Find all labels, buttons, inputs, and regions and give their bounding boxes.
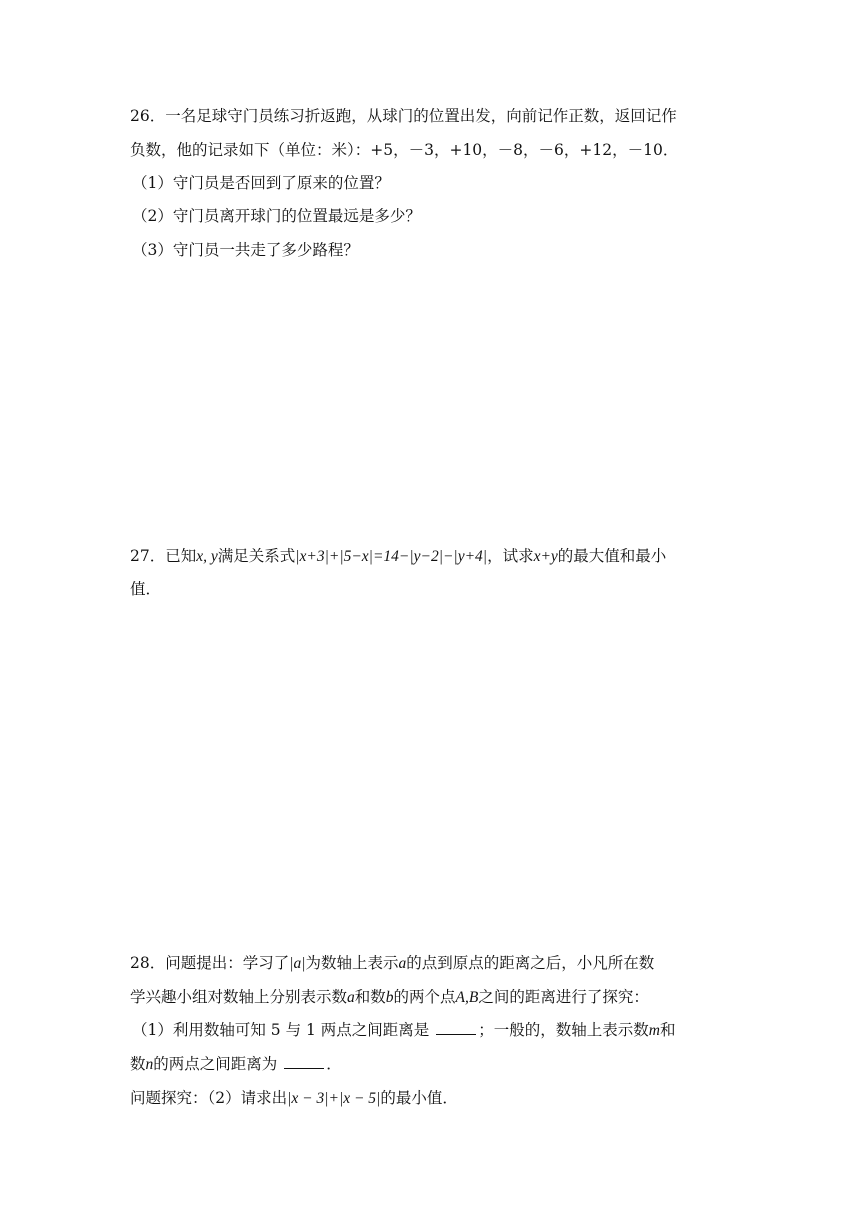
- q28-text: 和数: [354, 988, 386, 1006]
- q28-line-2: [130, 986, 649, 1009]
- q27-line-2: 值．: [130, 580, 162, 598]
- q27-sum: x+y: [533, 548, 558, 565]
- q28-expression: |x − 3|+|x − 5|: [287, 1090, 381, 1107]
- q26-line-1: 26．一名足球守门员练习折返跑，从球门的位置出发，向前记作正数，返回记作: [130, 107, 677, 125]
- q28-line-5: [130, 1087, 458, 1110]
- q28-points-ab: A,B: [455, 989, 479, 1006]
- q28-text: 和: [659, 1021, 676, 1039]
- q27-text-4: 的最大值和最小: [557, 547, 667, 565]
- q27-equation: |x+3|+|5−x|=14−|y−2|−|y+4|: [295, 548, 488, 565]
- q28-var-a: a: [347, 989, 355, 1006]
- q28-text: 的两点之间距离为: [153, 1055, 283, 1073]
- q28-var-m: m: [648, 1022, 660, 1039]
- answer-blank-1[interactable]: [436, 1020, 476, 1035]
- q27-line-1: [130, 545, 666, 568]
- q28-text: 为数轴上表示: [305, 954, 399, 972]
- q28-text: ；一般的，数轴上表示数: [478, 1021, 649, 1039]
- q26-line-2: 负数，他的记录如下（单位：米）：+5，－3，+10，－8，－6，+12，－10．: [130, 141, 679, 159]
- q27-text-3: ，试求: [487, 547, 534, 565]
- q28-line-4: [130, 1053, 342, 1076]
- q28-line-1: [130, 952, 654, 975]
- q28-abs-a: |a|: [289, 955, 306, 972]
- q28-text: 数: [130, 1055, 146, 1073]
- q28-text: （1）利用数轴可知 5 与 1 两点之间距离是: [132, 1021, 435, 1039]
- q27-text-2: 满足关系式: [217, 547, 296, 565]
- q28-text: 28．问题提出：学习了: [130, 954, 290, 972]
- q28-text: 的点到原点的距离之后，小凡所在数: [406, 954, 655, 972]
- q28-text: 的最小值．: [380, 1089, 458, 1107]
- q28-line-3: [132, 1019, 675, 1042]
- q26-sub-1: （1）守门员是否回到了原来的位置？: [132, 174, 390, 192]
- q28-text: 的两个点: [393, 988, 456, 1006]
- q28-text: 学兴趣小组对数轴上分别表示数: [130, 988, 348, 1006]
- q28-text: ．: [326, 1055, 342, 1073]
- q28-var-a: a: [398, 955, 407, 972]
- q28-var-b: b: [385, 989, 394, 1006]
- q28-var-n: n: [145, 1056, 154, 1073]
- q28-text: 之间的距离进行了探究：: [478, 988, 649, 1006]
- q26-sub-3: （3）守门员一共走了多少路程？: [132, 241, 359, 259]
- q26-sub-2: （2）守门员离开球门的位置最远是多少？: [132, 207, 421, 225]
- q27-text-1: 27．已知: [130, 547, 197, 565]
- q27-vars: x, y: [196, 548, 218, 565]
- answer-blank-2[interactable]: [284, 1054, 324, 1069]
- q28-text: 问题探究：（2）请求出: [130, 1089, 288, 1107]
